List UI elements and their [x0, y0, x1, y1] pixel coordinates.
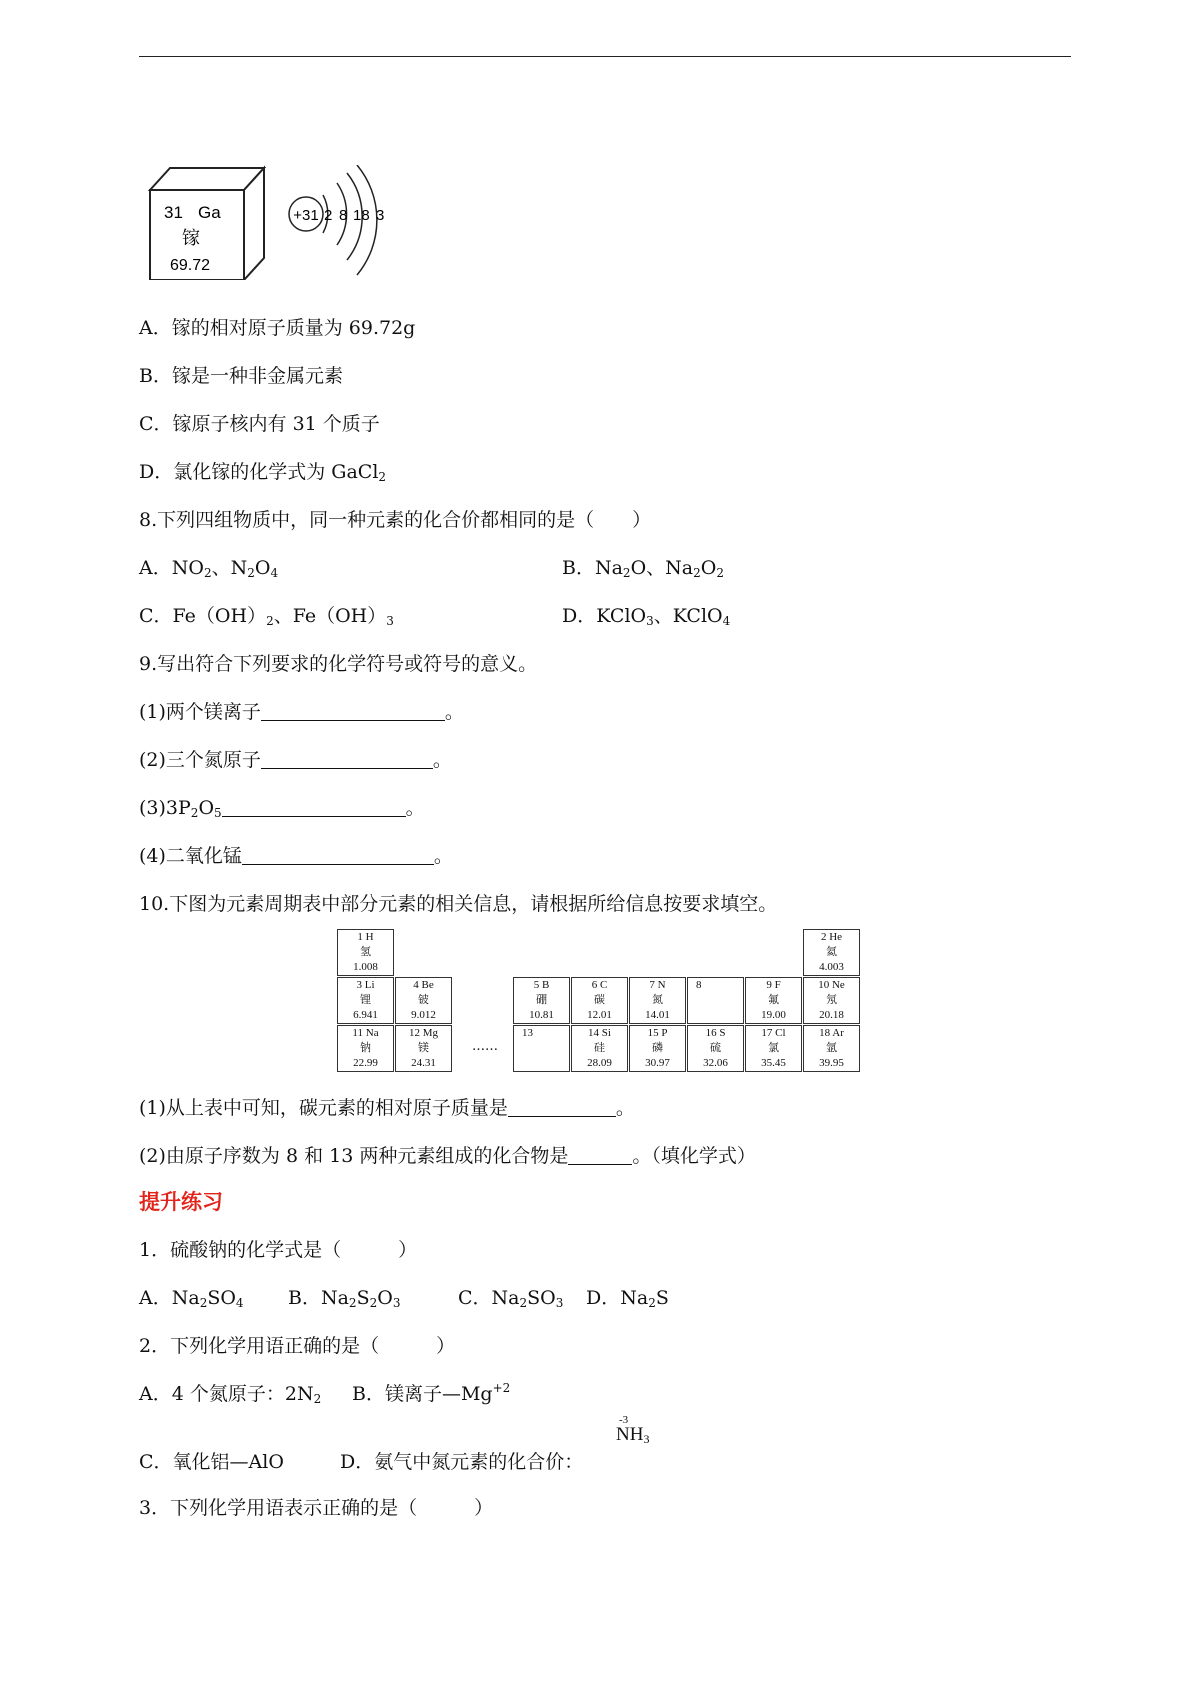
answer-blank[interactable] [508, 1098, 616, 1117]
q8-stem: 8.下列四组物质中，同一种元素的化合价都相同的是（ ） [139, 509, 652, 531]
q8-option-a [139, 556, 278, 580]
q9-item-2 [139, 748, 452, 772]
formula-part: B．Na [288, 1287, 349, 1309]
periodic-cell [687, 977, 744, 1024]
cell-mass: 1.008 [353, 961, 378, 973]
cell-top: 8 [696, 979, 702, 991]
p2-option-b [352, 1382, 510, 1406]
q8-option-c [139, 604, 394, 628]
cell-top: 16 S [705, 1027, 726, 1039]
cell-mass: 20.18 [819, 1009, 844, 1021]
cell-name: 磷 [652, 1042, 663, 1054]
q10-sub-2-end: 。（填化学式） [632, 1145, 756, 1167]
periodic-cell [803, 977, 860, 1024]
shell-2-count: 8 [339, 207, 348, 224]
periodic-cell [337, 977, 394, 1024]
periodic-cell [803, 1025, 860, 1072]
cell-mass [688, 1008, 743, 1023]
subscript: 4 [235, 1296, 244, 1310]
subscript: 3 [392, 1296, 401, 1310]
p3-stem: 3．下列化学用语表示正确的是（ ） [139, 1497, 494, 1519]
formula-part: S [655, 1287, 669, 1309]
cell-top: 7 N [649, 979, 666, 991]
cell-top: 13 [522, 1027, 533, 1039]
formula-part: SO [527, 1287, 556, 1309]
subscript: 2 [203, 566, 212, 580]
element-mass: 69.72 [170, 257, 211, 274]
cell-name [688, 993, 743, 1008]
cell-name: 钠 [360, 1042, 371, 1054]
answer-blank[interactable] [261, 750, 433, 769]
nh3-formula [616, 1414, 650, 1446]
p1-option-a [139, 1286, 244, 1310]
p1-option-d [586, 1286, 669, 1310]
formula-part: O、Na [630, 557, 694, 579]
periodic-cell [337, 929, 394, 976]
q9-item-4 [139, 844, 453, 868]
formula-part: 、N [211, 557, 248, 579]
cell-mass: 24.31 [411, 1057, 436, 1069]
periodic-cell [629, 1025, 686, 1072]
cell-name: 氟 [768, 994, 779, 1006]
period: 。 [615, 1097, 635, 1119]
cell-mass: 10.81 [529, 1009, 554, 1021]
cell-name: 氯 [768, 1042, 779, 1054]
periodic-cell [395, 977, 452, 1024]
header-rule [139, 56, 1071, 57]
cell-top: 12 Mg [408, 1027, 439, 1039]
q9-stem: 9.写出符合下列要求的化学符号或符号的意义。 [139, 653, 538, 675]
q9-item-1 [139, 700, 464, 724]
periodic-cell [745, 977, 802, 1024]
formula-part: D．Na [586, 1287, 649, 1309]
cell-name: 碳 [594, 994, 605, 1006]
formula-part: 、Fe（OH） [273, 605, 387, 627]
cell-mass [514, 1056, 569, 1071]
answer-blank[interactable] [261, 702, 445, 721]
cell-top: 2 He [820, 931, 843, 943]
period: 。 [405, 797, 425, 819]
p1-stem: 1．硫酸钠的化学式是（ ） [139, 1239, 418, 1261]
periodic-cell [571, 977, 628, 1024]
cell-top: 5 B [533, 979, 550, 991]
subscript: 2 [519, 1296, 528, 1310]
periodic-cell [687, 1025, 744, 1072]
element-symbol: Ga [198, 203, 221, 222]
subscript: 2 [247, 566, 255, 580]
cell-name: 硅 [594, 1042, 605, 1054]
cell-top: 17 Cl [761, 1027, 786, 1039]
formula-part: 、KClO [653, 605, 723, 627]
subscript: 2 [348, 1296, 357, 1310]
p1-option-c [458, 1286, 563, 1310]
cell-name: 锂 [360, 994, 371, 1006]
formula-part: O [198, 797, 215, 819]
formula-part: O [377, 1287, 393, 1309]
cell-top: 9 F [766, 979, 781, 991]
answer-blank[interactable] [568, 1146, 632, 1165]
formula-part: C．Fe（OH） [139, 605, 267, 627]
period: 。 [433, 845, 453, 867]
element-name: 镓 [182, 228, 200, 249]
nitrogen-valence: -3 [619, 1414, 629, 1426]
formula-part: SO [207, 1287, 236, 1309]
cell-mass: 9.012 [411, 1009, 436, 1021]
periodic-cell [395, 1025, 452, 1072]
periodic-cell [513, 1025, 570, 1072]
cell-name: 氖 [826, 994, 837, 1006]
subscript: 2 [716, 566, 724, 580]
formula-part: O [700, 557, 717, 579]
periodic-cell [629, 977, 686, 1024]
cell-mass: 35.45 [761, 1057, 786, 1069]
periodic-cell [513, 977, 570, 1024]
formula-part: B．Na [562, 557, 623, 579]
section-title: 提升练习 [139, 1190, 223, 1214]
q9-item-2-text: (2)三个氮原子 [139, 749, 261, 771]
formula-part: A．Na [139, 1287, 200, 1309]
periodic-table [337, 929, 869, 1073]
periodic-cell [337, 1025, 394, 1072]
answer-blank[interactable] [242, 846, 434, 865]
formula-part: H [629, 1424, 644, 1445]
cell-mass: 28.09 [587, 1057, 612, 1069]
q7-option-c: C．镓原子核内有 31 个质子 [139, 413, 380, 435]
subscript: 2 [648, 1296, 656, 1310]
cell-name: 氢 [360, 946, 371, 958]
p2-option-c: C．氧化铝—AlO [139, 1451, 284, 1473]
subscript: 2 [313, 1392, 322, 1406]
cell-top: 3 Li [356, 979, 375, 991]
cell-name [514, 1041, 569, 1056]
shell-1-count: 2 [324, 207, 333, 224]
subscript: 3 [643, 1432, 650, 1446]
gallium-element-box [140, 160, 270, 280]
cell-mass: 14.01 [645, 1009, 670, 1021]
formula-part: A．4 个氮原子：2N [139, 1383, 314, 1405]
shell-4-count: 3 [376, 207, 385, 224]
q7-option-a: A．镓的相对原子质量为 69.72g [139, 317, 416, 339]
superscript: +2 [492, 1381, 511, 1395]
formula-part: N [616, 1424, 630, 1445]
cell-mass: 12.01 [587, 1009, 612, 1021]
p2-option-d: D．氨气中氮元素的化合价： [340, 1451, 584, 1473]
q10-stem: 10.下图为元素周期表中部分元素的相关信息，请根据所给信息按要求填空。 [139, 893, 778, 915]
cell-name: 铍 [418, 994, 429, 1006]
subscript: 3 [386, 614, 394, 628]
p2-option-a [139, 1382, 321, 1406]
q10-sub-2 [139, 1144, 756, 1168]
q9-item-4-text: (4)二氧化锰 [139, 845, 242, 867]
cell-name: 氦 [826, 946, 837, 958]
cell-top: 1 H [357, 931, 374, 943]
cell-top: 6 C [591, 979, 608, 991]
formula-part: C．Na [458, 1287, 520, 1309]
cell-top: 10 Ne [818, 979, 845, 991]
cell-top: 11 Na [352, 1027, 379, 1039]
cell-mass: 32.06 [703, 1057, 728, 1069]
periodic-cell [571, 1025, 628, 1072]
subscript: 5 [214, 806, 222, 820]
formula-part: (3)3P [139, 797, 191, 819]
subscript: 4 [722, 614, 731, 628]
cell-name: 氩 [826, 1042, 837, 1054]
gallium-atom-structure [287, 165, 407, 290]
cell-top: 15 P [647, 1027, 668, 1039]
subscript: 2 [378, 470, 387, 484]
subscript: 2 [190, 806, 199, 820]
q10-sub-2-text: (2)由原子序数为 8 和 13 两种元素组成的化合物是 [139, 1145, 569, 1167]
q7-option-d-text: D．氯化镓的化学式为 GaCl [139, 461, 379, 483]
formula-part: B．镁离子—Mg [352, 1383, 493, 1405]
q10-sub-1 [139, 1096, 635, 1120]
q7-option-b: B．镓是一种非金属元素 [139, 365, 343, 387]
periodic-cell [745, 1025, 802, 1072]
cell-name: 镁 [418, 1042, 429, 1054]
periodic-cell [803, 929, 860, 976]
answer-blank[interactable] [222, 798, 406, 817]
q7-option-d [139, 460, 386, 484]
cell-top: 18 Ar [819, 1027, 844, 1039]
subscript: 3 [555, 1296, 564, 1310]
subscript: 4 [270, 566, 279, 580]
subscript: 2 [693, 566, 701, 580]
nucleus-charge: +31 [293, 207, 319, 224]
cell-name: 硼 [536, 994, 547, 1006]
q8-option-b [562, 556, 724, 580]
cell-mass: 39.95 [819, 1057, 844, 1069]
formula-part: S [356, 1287, 370, 1309]
subscript: 2 [369, 1296, 378, 1310]
cell-mass: 6.941 [353, 1009, 378, 1021]
cell-mass: 30.97 [645, 1057, 670, 1069]
shell-3-count: 18 [353, 207, 370, 224]
q8-option-d [562, 604, 730, 628]
q9-item-1-text: (1)两个镁离子 [139, 701, 261, 723]
subscript: 2 [199, 1296, 208, 1310]
cell-name: 氮 [652, 994, 663, 1006]
p2-stem: 2．下列化学用语正确的是（ ） [139, 1335, 456, 1357]
cell-mass: 19.00 [761, 1009, 786, 1021]
subscript: 3 [646, 614, 654, 628]
ellipsis: …… [472, 1039, 498, 1054]
cell-mass: 22.99 [353, 1057, 378, 1069]
subscript: 2 [622, 566, 631, 580]
cell-top: 14 Si [588, 1027, 611, 1039]
period: 。 [444, 701, 464, 723]
formula-part: O [254, 557, 271, 579]
q9-item-3 [139, 796, 425, 820]
cell-mass: 4.003 [819, 961, 844, 973]
period: 。 [432, 749, 452, 771]
formula-part: A．NO [139, 557, 204, 579]
subscript: 2 [266, 614, 274, 628]
cell-name: 硫 [710, 1042, 721, 1054]
cell-top: 4 Be [413, 979, 434, 991]
element-number: 31 [164, 203, 183, 222]
q10-sub-1-text: (1)从上表中可知，碳元素的相对原子质量是 [139, 1097, 508, 1119]
p1-option-b [288, 1286, 400, 1310]
formula-part: D．KClO [562, 605, 647, 627]
